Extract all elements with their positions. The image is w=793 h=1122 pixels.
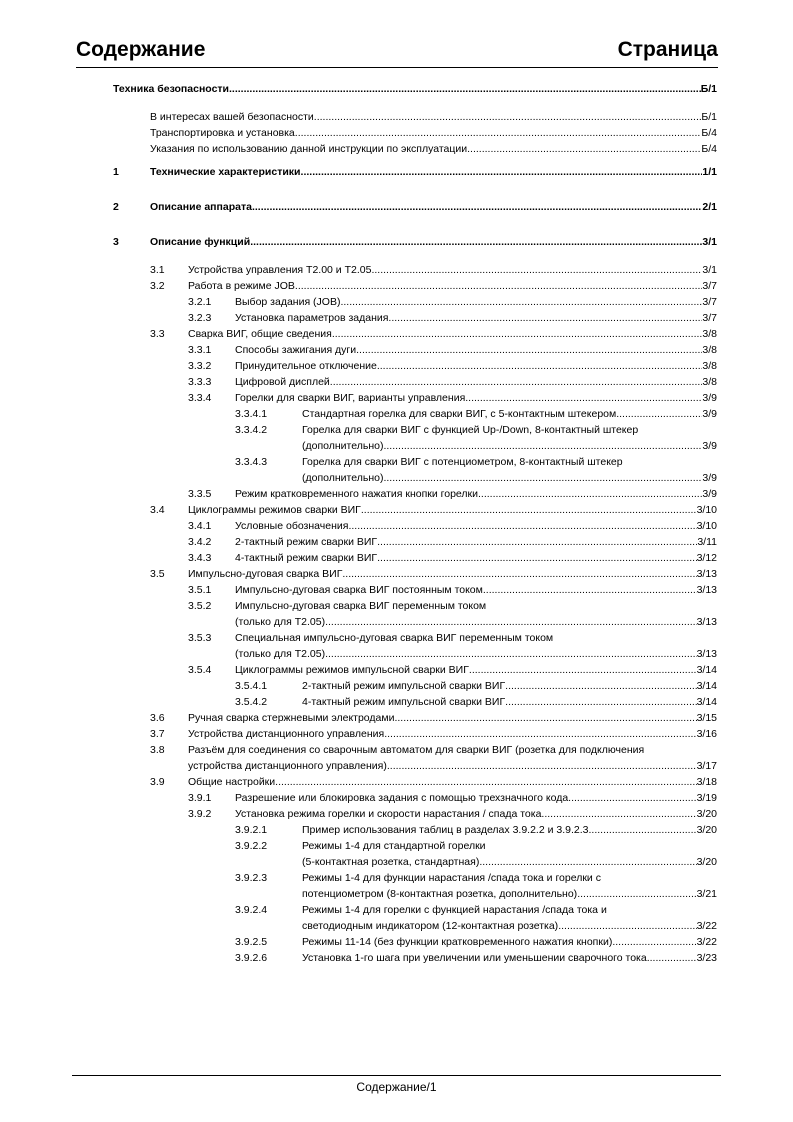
dot-leader: [377, 550, 696, 566]
toc-page-number: 3/9: [702, 408, 717, 420]
toc-number: 3.4.1: [188, 520, 212, 532]
toc-entry[interactable]: [150, 278, 717, 294]
page-column-label: Страница: [617, 38, 718, 61]
toc-page-number: 3/16: [696, 728, 717, 740]
toc-label: Специальная импульсно-дуговая сварка ВИГ переменным током: [235, 632, 554, 644]
toc-page-number: 3/14: [696, 664, 717, 676]
toc-label: Указания по использованию данной инструкции по эксплуатации: [150, 143, 468, 155]
toc-page-number: 3/10: [696, 520, 717, 532]
toc-label: В интересах вашей безопасности: [150, 111, 314, 123]
toc-page-number: 3/13: [696, 616, 717, 628]
toc-page-number: 3/22: [696, 920, 717, 932]
toc-label: Горелки для сварки ВИГ, варианты управления: [235, 392, 466, 404]
toc-number: 3.1: [150, 264, 165, 276]
toc-page-number: 3/20: [696, 808, 717, 820]
toc-page-number: 3/13: [696, 584, 717, 596]
toc-number: 3.9.1: [188, 792, 212, 804]
toc-page-number: 3/20: [696, 856, 717, 868]
toc-entry[interactable]: [188, 806, 717, 822]
toc-page-number: 3/8: [702, 360, 717, 372]
toc-page-number: 3/9: [702, 488, 717, 500]
toc-chapter[interactable]: [113, 234, 717, 250]
toc-label: Выбор задания (JOB): [235, 296, 341, 308]
footer-divider: [72, 1075, 721, 1076]
toc-entry[interactable]: [188, 790, 717, 806]
toc-entry[interactable]: [235, 422, 717, 438]
toc-label: (дополнительно): [302, 472, 384, 484]
toc-number: 3.5.4.2: [235, 696, 268, 708]
toc-entry[interactable]: [188, 310, 717, 326]
toc-page-number: 3/8: [702, 344, 717, 356]
dot-leader: [383, 470, 702, 486]
toc-entry-continuation[interactable]: [302, 854, 717, 870]
page-footer: Содержание/1: [356, 1080, 437, 1094]
toc-label: Установка режима горелки и скорости нарастания / спада тока: [235, 808, 542, 820]
toc-number: 3.9.2.1: [235, 824, 268, 836]
toc-label: Режим кратковременного нажатия кнопки горелки: [235, 488, 478, 500]
toc-page-number: 3/9: [702, 392, 717, 404]
toc-label: Условные обозначения: [235, 520, 349, 532]
toc-label: Разъём для соединения со сварочным автоматом для сварки ВИГ (розетка для подключения: [188, 744, 645, 756]
toc-page-number: 3/9: [702, 472, 717, 484]
toc-number: 3.9.2.6: [235, 952, 268, 964]
toc-page-number: 3/19: [696, 792, 717, 804]
toc-label: (только для T2.05): [235, 616, 326, 628]
toc-label: (только для T2.05): [235, 648, 326, 660]
dot-leader: [295, 125, 702, 141]
toc-label: Установка 1-го шага при увеличении или уменьшении сварочного тока: [302, 952, 647, 964]
dot-leader: [588, 822, 696, 838]
dot-leader: [361, 502, 697, 518]
toc-page-number: 3/17: [696, 760, 717, 772]
toc-entry[interactable]: [150, 566, 717, 582]
page-title: Содержание: [76, 38, 206, 61]
toc-label: 4-тактный режим сварки ВИГ: [235, 552, 378, 564]
toc-page-number: 3/23: [696, 952, 717, 964]
toc-page-number: 3/7: [702, 312, 717, 324]
toc-label: Пример использования таблиц в разделах 3.9.2.2 и 3.9.2.3: [302, 824, 589, 836]
toc-page-number: 1/1: [702, 166, 717, 178]
toc-number: 3.7: [150, 728, 165, 740]
toc-label: устройства дистанционного управления): [188, 760, 387, 772]
toc-number: 3.4.2: [188, 536, 212, 548]
toc-page-number: 3/13: [696, 568, 717, 580]
toc-entry[interactable]: [188, 518, 717, 534]
toc-entry-continuation[interactable]: [302, 438, 717, 454]
toc-page-number: 3/15: [696, 712, 717, 724]
toc-label: Транспортировка и установка: [150, 127, 295, 139]
toc-entry[interactable]: [188, 630, 717, 646]
toc-number: 3.3: [150, 328, 165, 340]
toc-label: Устройства дистанционного управления: [188, 728, 385, 740]
toc-number: 3.9.2.2: [235, 840, 268, 852]
toc-label: Импульсно-дуговая сварка ВИГ переменным током: [235, 600, 487, 612]
toc-label: Техника безопасности: [113, 83, 230, 95]
toc-label: Циклограммы режимов сварки ВИГ: [188, 504, 361, 516]
dot-leader: [616, 406, 702, 422]
toc-entry[interactable]: [235, 678, 717, 694]
dot-leader: [229, 81, 701, 97]
toc-page-number: 3/10: [696, 504, 717, 516]
dot-leader: [383, 438, 702, 454]
dot-leader: [505, 694, 696, 710]
toc-number: 3.3.5: [188, 488, 212, 500]
toc-entry[interactable]: [235, 950, 717, 966]
toc-entry[interactable]: [235, 694, 717, 710]
dot-leader: [250, 234, 702, 250]
toc-entry[interactable]: [235, 838, 717, 854]
toc-entry[interactable]: [188, 582, 717, 598]
toc-page-number: 3/9: [702, 440, 717, 452]
dot-leader: [295, 278, 702, 294]
toc-label: Режимы 1-4 для функции нарастания /спада тока и горелки с: [302, 872, 601, 884]
toc-page-number: Б/4: [701, 127, 717, 139]
toc-number: 3.5.1: [188, 584, 212, 596]
toc-page-number: 3/8: [702, 376, 717, 388]
toc-entry[interactable]: [150, 710, 717, 726]
toc-entry[interactable]: [235, 406, 717, 422]
toc-label: Принудительное отключение: [235, 360, 377, 372]
toc-label: Способы зажигания дуги: [235, 344, 357, 356]
toc-label: Сварка ВИГ, общие сведения: [188, 328, 332, 340]
toc-number: 3.9.2.3: [235, 872, 268, 884]
toc-entry-continuation[interactable]: [302, 886, 717, 902]
toc-entry[interactable]: [235, 822, 717, 838]
toc-number: 3.9: [150, 776, 165, 788]
dot-leader: [371, 262, 702, 278]
dot-leader: [330, 374, 703, 390]
toc-page-number: 3/1: [702, 264, 717, 276]
toc-entry[interactable]: [150, 326, 717, 342]
dot-leader: [377, 358, 703, 374]
dot-leader: [483, 582, 697, 598]
toc-number: 3.3.4.2: [235, 424, 268, 436]
toc-page-number: 3/7: [702, 280, 717, 292]
toc-label: Описание аппарата: [150, 201, 252, 213]
toc-label: Работа в режиме JOB: [188, 280, 295, 292]
dot-leader: [505, 678, 696, 694]
toc-safety-item[interactable]: [150, 109, 717, 125]
toc-safety-heading[interactable]: [113, 81, 717, 97]
toc-page-number: 3/8: [702, 328, 717, 340]
toc-label: потенциометром (8-контактная розетка, дополнительно): [302, 888, 578, 900]
dot-leader: [356, 342, 702, 358]
dot-leader: [467, 141, 701, 157]
toc-entry[interactable]: [188, 374, 717, 390]
toc-label: Импульсно-дуговая сварка ВИГ постоянным током: [235, 584, 483, 596]
dot-leader: [558, 918, 696, 934]
toc-entry-continuation[interactable]: [302, 470, 717, 486]
toc-label: 2-тактный режим импульсной сварки ВИГ: [302, 680, 506, 692]
toc-number: 3.9.2: [188, 808, 212, 820]
toc-number: 3.2.3: [188, 312, 212, 324]
toc-chapter[interactable]: [113, 164, 717, 180]
toc-entry-continuation[interactable]: [302, 918, 717, 934]
toc-label: 4-тактный режим импульсной сварки ВИГ: [302, 696, 506, 708]
toc-entry-continuation[interactable]: [235, 646, 717, 662]
toc-page-number: 3/1: [702, 236, 717, 248]
toc-page-number: 3/20: [696, 824, 717, 836]
toc-label: Технические характеристики: [150, 166, 301, 178]
toc-entry[interactable]: [188, 534, 717, 550]
toc-entry[interactable]: [150, 262, 717, 278]
toc-page-number: 3/11: [697, 536, 717, 548]
toc-label: Импульсно-дуговая сварка ВИГ: [188, 568, 343, 580]
dot-leader: [252, 199, 702, 215]
toc-label: Описание функций: [150, 236, 251, 248]
dot-leader: [387, 758, 697, 774]
toc-chapter[interactable]: [113, 199, 717, 215]
dot-leader: [348, 518, 696, 534]
dot-leader: [479, 854, 696, 870]
toc-number: 3.4: [150, 504, 165, 516]
dot-leader: [568, 790, 696, 806]
toc-safety-item[interactable]: [150, 141, 717, 157]
dot-leader: [340, 294, 702, 310]
toc-number: 3.5.4.1: [235, 680, 268, 692]
toc-number: 3.4.3: [188, 552, 212, 564]
dot-leader: [314, 109, 702, 125]
toc-entry[interactable]: [150, 726, 717, 742]
toc-entry[interactable]: [188, 598, 717, 614]
toc-label: Установка параметров задания: [235, 312, 389, 324]
dot-leader: [325, 614, 696, 630]
toc-number: 3.5.4: [188, 664, 212, 676]
toc-label: светодиодным индикатором (12-контактная розетка): [302, 920, 559, 932]
toc-entry-continuation[interactable]: [235, 614, 717, 630]
toc-number: 3.9.2.5: [235, 936, 268, 948]
toc-label: Режимы 1-4 для стандартной горелки: [302, 840, 486, 852]
toc-page-number: 2/1: [702, 201, 717, 213]
toc-page-number: 3/18: [696, 776, 717, 788]
toc-number: 3.3.4.1: [235, 408, 268, 420]
toc-entry-continuation[interactable]: [188, 758, 717, 774]
dot-leader: [275, 774, 696, 790]
dot-leader: [647, 950, 697, 966]
toc-number: 3.3.4.3: [235, 456, 268, 468]
toc-number: 3.8: [150, 744, 165, 756]
toc-entry[interactable]: [150, 502, 717, 518]
toc-number: 3.2: [150, 280, 165, 292]
toc-label: Горелка для сварки ВИГ с функцией Up-/Down, 8-контактный штекер: [302, 424, 639, 436]
toc-label: Общие настройки: [188, 776, 276, 788]
toc-label: (дополнительно): [302, 440, 384, 452]
toc-page-number: Б/1: [700, 83, 717, 95]
toc-number: 3.3.4: [188, 392, 212, 404]
toc-number: 3.2.1: [188, 296, 212, 308]
toc-entry[interactable]: [188, 550, 717, 566]
toc-label: Разрешение или блокировка задания с помощью трехзначного кода: [235, 792, 569, 804]
toc-number: 3: [113, 236, 119, 248]
dot-leader: [577, 886, 696, 902]
toc-entry[interactable]: [188, 342, 717, 358]
toc-number: 2: [113, 201, 119, 213]
toc-entry[interactable]: [235, 870, 717, 886]
toc-number: 3.3.3: [188, 376, 212, 388]
dot-leader: [612, 934, 696, 950]
toc-entry[interactable]: [235, 934, 717, 950]
toc-number: 3.6: [150, 712, 165, 724]
toc-page-number: 3/14: [696, 680, 717, 692]
toc-number: 3.5: [150, 568, 165, 580]
toc-number: 3.5.3: [188, 632, 212, 644]
toc-number: 1: [113, 166, 119, 178]
toc-page-number: 3/7: [702, 296, 717, 308]
toc-safety-item[interactable]: [150, 125, 717, 141]
toc-entry[interactable]: [188, 390, 717, 406]
toc-label: 2-тактный режим сварки ВИГ: [235, 536, 378, 548]
dot-leader: [301, 164, 703, 180]
dot-leader: [377, 534, 697, 550]
toc-label: Стандартная горелка для сварки ВИГ, с 5-контактным штекером: [302, 408, 617, 420]
toc-page-number: 3/13: [696, 648, 717, 660]
toc-label: Горелка для сварки ВИГ с потенциометром, 8-контактный штекер: [302, 456, 623, 468]
toc-label: Ручная сварка стержневыми электродами: [188, 712, 395, 724]
toc-number: 3.3.2: [188, 360, 212, 372]
toc-page-number: 3/14: [696, 696, 717, 708]
toc-entry[interactable]: [188, 358, 717, 374]
toc-number: 3.9.2.4: [235, 904, 268, 916]
dot-leader: [325, 646, 696, 662]
dot-leader: [332, 326, 703, 342]
toc-number: 3.3.1: [188, 344, 212, 356]
dot-leader: [394, 710, 696, 726]
toc-label: (5-контактная розетка, стандартная): [302, 856, 480, 868]
dot-leader: [388, 310, 702, 326]
toc-label: Цифровой дисплей: [235, 376, 330, 388]
dot-leader: [469, 662, 697, 678]
toc-number: 3.5.2: [188, 600, 212, 612]
toc-entry[interactable]: [235, 902, 717, 918]
toc-label: Циклограммы режимов импульсной сварки ВИГ: [235, 664, 469, 676]
toc-page-number: Б/1: [701, 111, 717, 123]
dot-leader: [465, 390, 702, 406]
page-header: [76, 38, 718, 68]
toc-entry[interactable]: [150, 774, 717, 790]
toc-page-number: Б/4: [701, 143, 717, 155]
toc-entry[interactable]: [188, 294, 717, 310]
toc-entry[interactable]: [150, 742, 717, 758]
toc-label: Устройства управления T2.00 и T2.05: [188, 264, 372, 276]
toc-entry[interactable]: [188, 662, 717, 678]
dot-leader: [384, 726, 696, 742]
dot-leader: [342, 566, 696, 582]
toc-page-number: 3/12: [696, 552, 717, 564]
toc-page-number: 3/21: [696, 888, 717, 900]
toc-entry[interactable]: [235, 454, 717, 470]
toc-label: Режимы 11-14 (без функции кратковременного нажатия кнопки): [302, 936, 613, 948]
dot-leader: [478, 486, 702, 502]
toc-entry[interactable]: [188, 486, 717, 502]
toc-label: Режимы 1-4 для горелки с функцией нарастания /спада тока и: [302, 904, 607, 916]
toc-page-number: 3/22: [696, 936, 717, 948]
dot-leader: [541, 806, 696, 822]
